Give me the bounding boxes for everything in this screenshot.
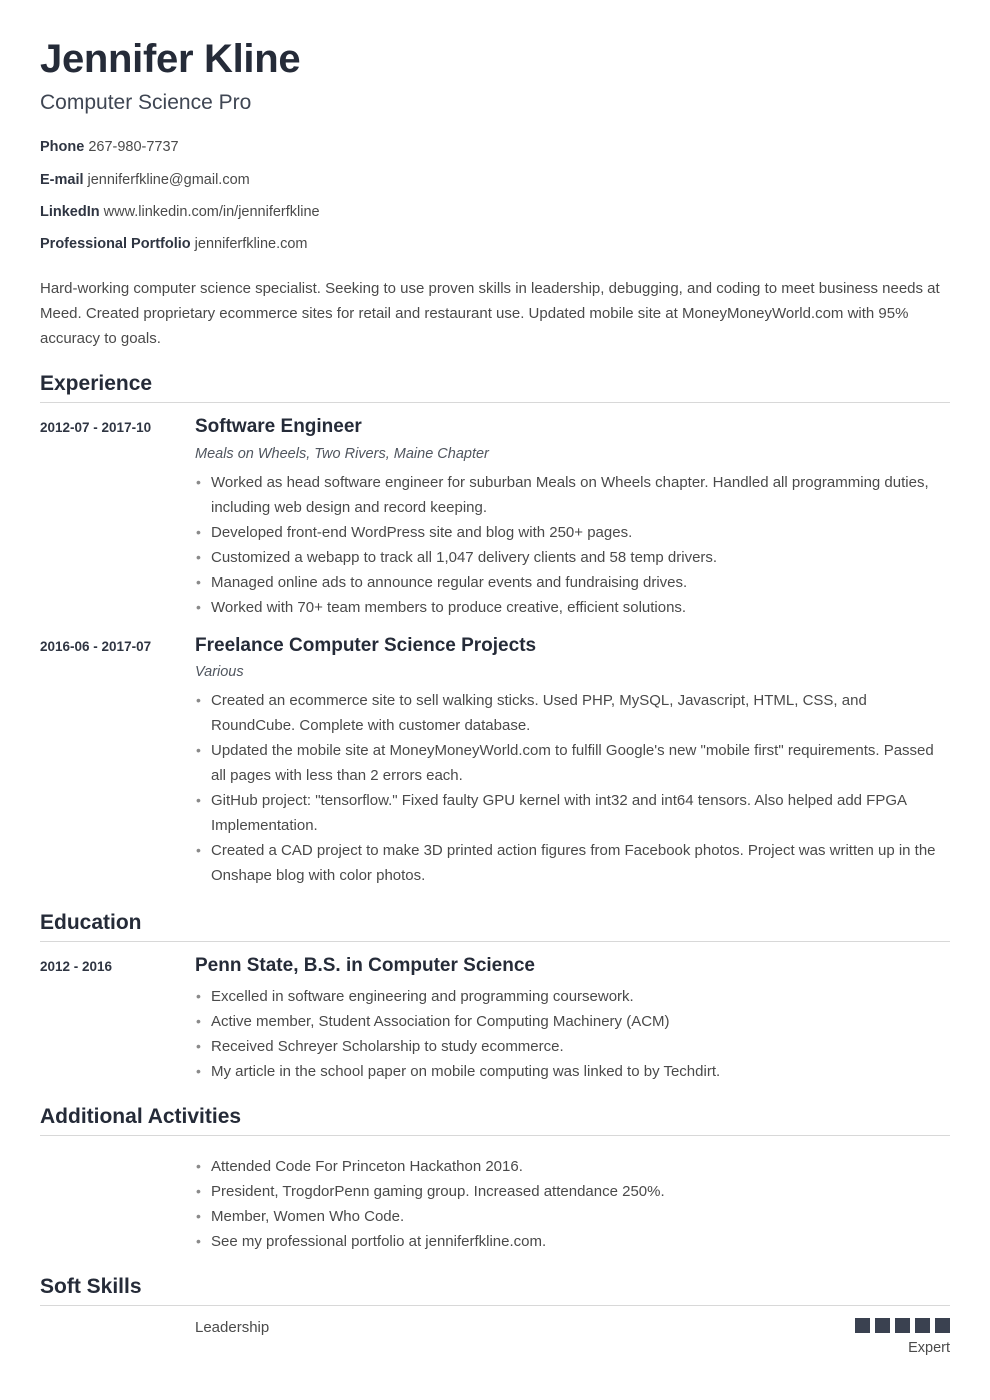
skill-row-main [195, 1318, 950, 1357]
section-education [40, 910, 950, 1084]
experience-entry-date: 2016-06 - 2017-07 [40, 638, 152, 654]
experience-entry [40, 634, 950, 889]
section-divider [40, 1135, 950, 1136]
contact-value-linkedin[interactable]: www.linkedin.com/in/jenniferfkline [103, 203, 320, 220]
section-divider [40, 941, 950, 942]
rating-square-filled [855, 1318, 870, 1333]
contact-label-portfolio: Professional Portfolio [40, 236, 191, 253]
experience-entry [40, 415, 950, 620]
list-item: • Received Schreyer Scholarship to study ecommerce. [195, 1034, 950, 1059]
section-experience [40, 371, 950, 888]
resume-header [40, 0, 950, 115]
list-item: • GitHub project: "tensorflow." Fixed faulty GPU kernel with int32 and int64 tensors. Also helped add FPGA Implementation. [195, 788, 950, 838]
list-item: • Member, Women Who Code. [195, 1204, 950, 1229]
list-item: • Worked as head software engineer for suburban Meals on Wheels chapter. Handled all programming duties, including web design and record keeping. [195, 470, 950, 520]
professional-summary: Hard-working computer science specialist. Seeking to use proven skills in leadership, debugging, and coding to meet business needs at Meed. Created proprietary ecommerce sites for retail and restaurant use. Updated mobile site at MoneyMoneyWorld.com with 95% accuracy to goals. [40, 279, 940, 347]
contact-list [40, 139, 950, 254]
section-soft-skills [40, 1274, 950, 1358]
list-item: • Created an ecommerce site to sell walking sticks. Used PHP, MySQL, Javascript, HTML, CSS, and RoundCube. Complete with customer database. [195, 688, 950, 738]
list-item: • Managed online ads to announce regular events and fundraising drives. [195, 570, 950, 595]
experience-entry-bullets [195, 688, 950, 888]
candidate-job-title: Computer Science Pro [40, 91, 252, 114]
contact-row-linkedin [40, 204, 950, 221]
activities-entry-bullets [195, 1154, 950, 1254]
contact-label-phone: Phone [40, 139, 85, 156]
contact-value-email[interactable]: jenniferfkline@gmail.com [87, 171, 250, 188]
experience-entry-bullets [195, 470, 950, 620]
experience-entry-title: Freelance Computer Science Projects [195, 634, 537, 656]
education-entry-title: Penn State, B.S. in Computer Science [195, 955, 535, 977]
education-entry-body [195, 954, 950, 1084]
contact-row-phone [40, 139, 950, 156]
section-additional-activities [40, 1104, 950, 1254]
skill-rating [855, 1318, 950, 1357]
activities-entry-body [195, 1148, 950, 1254]
activities-entry-date [40, 1148, 195, 1153]
contact-value-phone[interactable]: 267-980-7737 [88, 139, 179, 156]
contact-label-linkedin: LinkedIn [40, 203, 100, 220]
list-item: • Customized a webapp to track all 1,047 delivery clients and 58 temp drivers. [195, 545, 950, 570]
section-heading-experience: Experience [40, 371, 153, 395]
contact-row-portfolio [40, 236, 950, 253]
experience-entry-date: 2012-07 - 2017-10 [40, 419, 152, 435]
experience-entry-subtitle: Meals on Wheels, Two Rivers, Maine Chapter [195, 445, 489, 462]
contact-label-email: E-mail [40, 171, 84, 188]
list-item: • Developed front-end WordPress site and blog with 250+ pages. [195, 520, 950, 545]
section-divider [40, 402, 950, 403]
section-heading-activities: Additional Activities [40, 1105, 242, 1129]
list-item: • Active member, Student Association for Computing Machinery (ACM) [195, 1009, 950, 1034]
experience-entry-subtitle: Various [195, 664, 244, 681]
rating-square-filled [895, 1318, 910, 1333]
list-item: • See my professional portfolio at jenniferfkline.com. [195, 1229, 950, 1254]
education-entry [40, 954, 950, 1084]
list-item: • Updated the mobile site at MoneyMoneyWorld.com to fulfill Google's new "mobile first" requirements. Passed all pages with less than 2 errors each. [195, 738, 950, 788]
skill-row [40, 1318, 950, 1357]
rating-square-filled [875, 1318, 890, 1333]
contact-value-portfolio[interactable]: jenniferfkline.com [194, 236, 308, 253]
candidate-name: Jennifer Kline [40, 37, 301, 81]
experience-entry-title: Software Engineer [195, 415, 362, 437]
skill-name: Leadership [195, 1319, 270, 1337]
list-item: • Excelled in software engineering and programming coursework. [195, 984, 950, 1009]
section-divider [40, 1305, 950, 1306]
education-entry-bullets [195, 984, 950, 1084]
experience-entry-body [195, 415, 950, 620]
list-item: • Worked with 70+ team members to produce creative, efficient solutions. [195, 595, 950, 620]
contact-row-email [40, 172, 950, 189]
list-item: • Attended Code For Princeton Hackathon 2016. [195, 1154, 950, 1179]
list-item: • Created a CAD project to make 3D printed action figures from Facebook photos. Project was written up in the Onshape blog with color photos. [195, 838, 950, 888]
section-heading-soft-skills: Soft Skills [40, 1275, 142, 1299]
skill-rating-squares [855, 1318, 950, 1333]
experience-entry-body [195, 634, 950, 889]
rating-square-filled [915, 1318, 930, 1333]
education-entry-date: 2012 - 2016 [40, 959, 113, 975]
activities-entry [40, 1148, 950, 1254]
rating-square-filled [935, 1318, 950, 1333]
list-item: • President, TrogdorPenn gaming group. Increased attendance 250%. [195, 1179, 950, 1204]
list-item: • My article in the school paper on mobile computing was linked to by Techdirt. [195, 1059, 950, 1084]
section-heading-education: Education [40, 911, 142, 935]
skill-level-label: Expert [908, 1340, 950, 1357]
